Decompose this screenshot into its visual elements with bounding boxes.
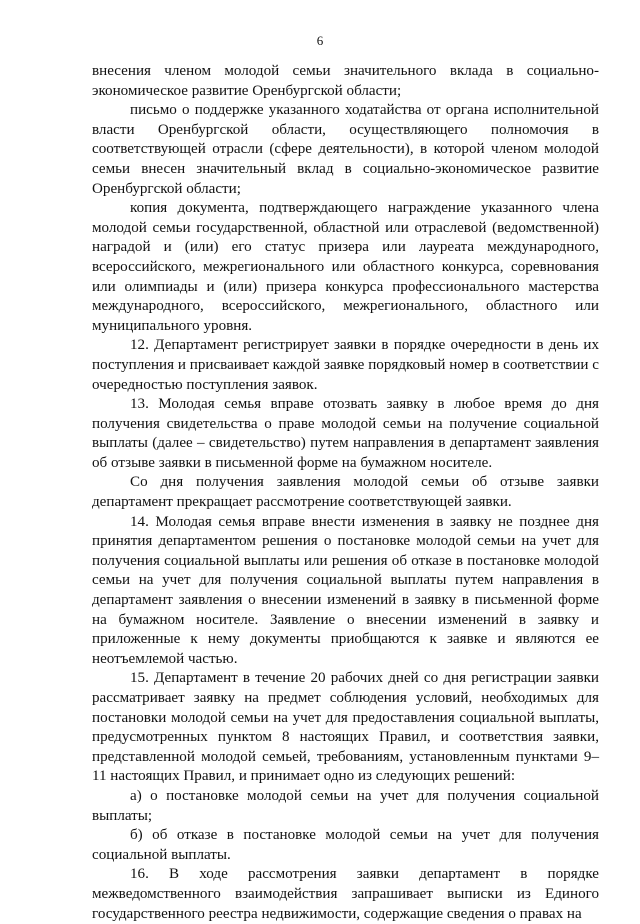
paragraph-item-15: 15. Департамент в течение 20 рабочих дней со дня регистрации заявки рассматривает заявку на предмет соблюдения условий, необходимых для постановки молодой семьи на учет для предоставления социальной выплаты, предусмотренных пунктом 8 настоящих Правил, и соответствия заявки, представленной молодой семьей, требованиям, установленным пунктами 9–11 настоящих Правил, и принимает одно из следующих решений: <box>92 670 599 785</box>
page-number: 6 <box>316 33 324 48</box>
paragraph-item-12: 12. Департамент регистрирует заявки в порядке очередности в день их поступления и присваивает каждой заявке порядковый номер в соответствии с очередностью поступления заявок. <box>92 337 599 393</box>
paragraph-withdrawal: Со дня получения заявления молодой семьи об отзыве заявки департамент прекращает рассмотрение соответствующей заявки. <box>92 474 599 511</box>
paragraph-continuation: внесения членом молодой семьи значительного вклада в социально-экономическое развитие Оренбургской области; <box>92 63 599 99</box>
paragraph-support-letter: письмо о поддержке указанного ходатайства от органа исполнительной власти Оренбургской области, осуществляющего полномочия в соответствующей отрасли (сфере деятельности), в которой членом молодой семьи внесен значительный вклад в социально-экономическое развитие Оренбургской области; <box>92 102 599 197</box>
paragraph-item-13: 13. Молодая семья вправе отозвать заявку в любое время до дня получения свидетельства о праве молодой семьи на получение социальной выплаты (далее – свидетельство) путем направления в департамент заявления об отзыве заявки в письменной форме на бумажном носителе. <box>92 396 599 471</box>
paragraph-item-14: 14. Молодая семья вправе внести изменения в заявку не позднее дня принятия департаментом решения о постановке молодой семьи на учет для получения социальной выплаты или решения об отказе в постановке молодой семьи на учет для получения социальной выплаты путем направления в департамент заявления о внесении изменений в заявку в письменной форме на бумажном носителе. Заявление о внесении изменений в заявку и приложенные к нему документы приобщаются к заявке и являются ее неотъемлемой частью. <box>92 513 599 667</box>
paragraph-item-16: 16. В ходе рассмотрения заявки департамент в порядке межведомственного взаимодействия запрашивает выписки из Единого государственного реестра недвижимости, содержащие сведения о правах на <box>92 866 599 922</box>
paragraph-decision-b: б) об отказе в постановке молодой семьи на учет для получения социальной выплаты. <box>92 827 599 863</box>
document-body <box>92 62 599 924</box>
paragraph-award-copy: копия документа, подтверждающего награждение указанного члена молодой семьи государственной, областной или отраслевой (ведомственной) наградой и (или) его статус призера или лауреата международного, всероссийского, межрегионального или областного конкурса, соревнования или олимпиады и (или) призера конкурса профессионального мастерства международного, всероссийского, межрегионального, областного или муниципального уровня. <box>92 200 599 334</box>
paragraph-decision-a: а) о постановке молодой семьи на учет для получения социальной выплаты; <box>92 787 599 824</box>
